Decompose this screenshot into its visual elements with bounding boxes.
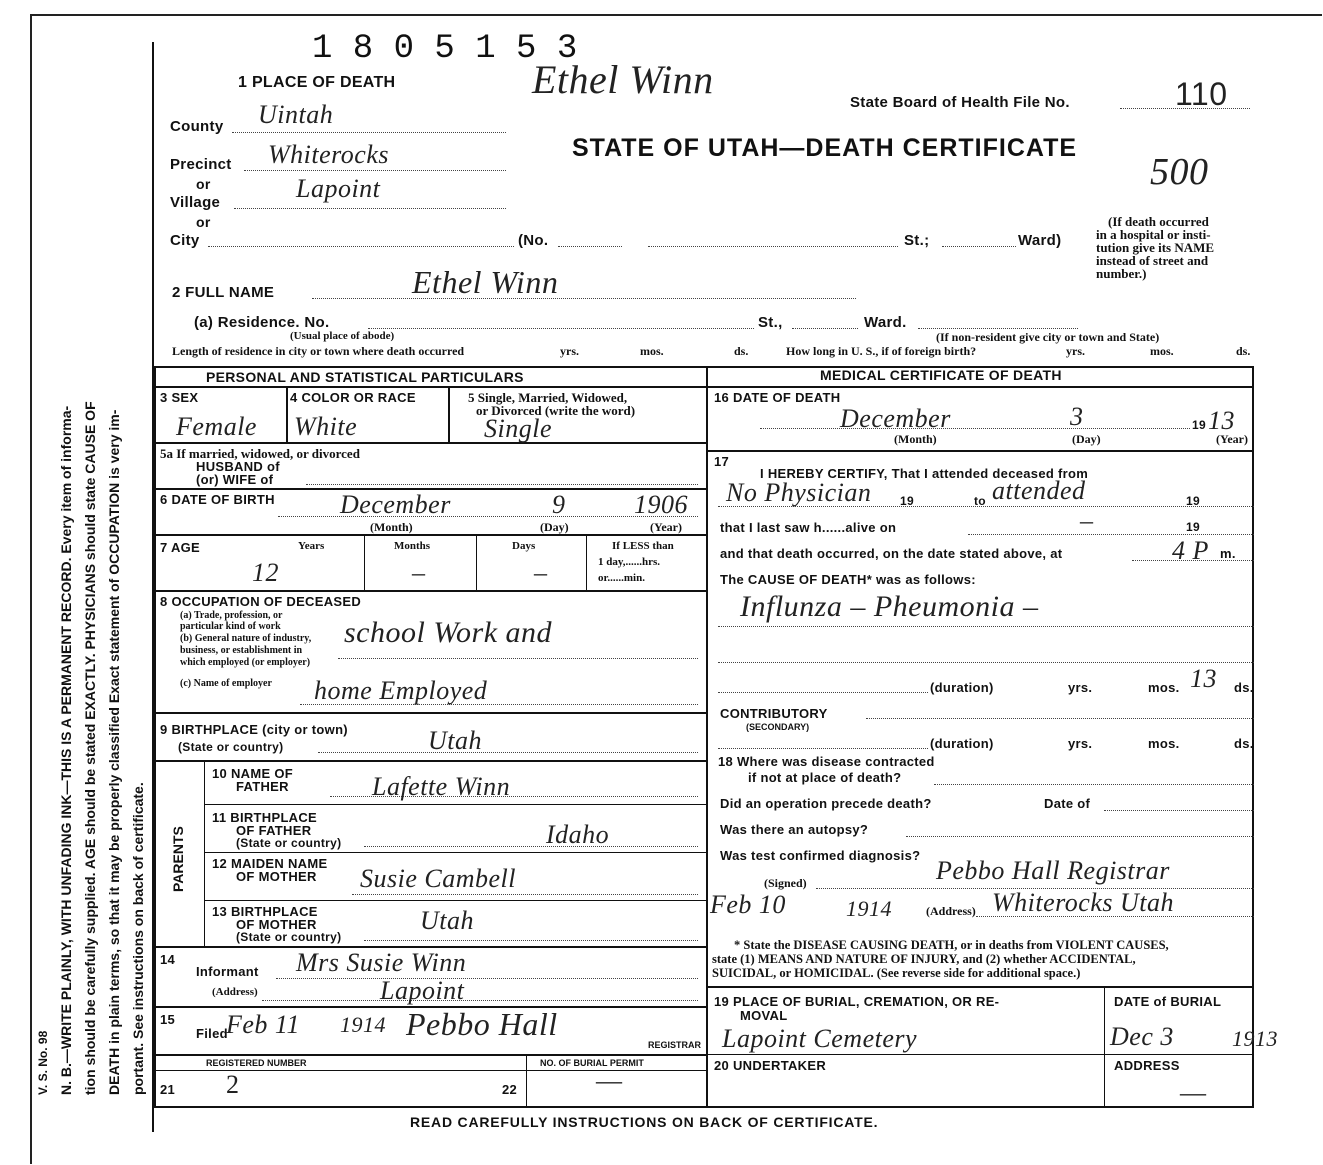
usual-place-caption: (Usual place of abode) (290, 330, 395, 342)
residence-label: (a) Residence. No. (194, 314, 330, 331)
header-name-handwritten: Ethel Winn (532, 57, 714, 102)
cause-value: Influnza – Pheumonia – (740, 590, 1039, 623)
length-residence-label: Length of residence in city or town where death occurred (172, 344, 465, 358)
nineteen-1: 19 (900, 494, 914, 508)
filed-label: Filed (196, 1026, 228, 1041)
birthplace-label: 9 BIRTHPLACE (city or town) (160, 722, 348, 737)
side-instruction-line-4: portant. See instructions on back of certificate. (130, 782, 146, 1095)
sign-date: Feb 10 (710, 890, 786, 919)
burial-permit-value: — (596, 1066, 623, 1095)
father-label-2: FATHER (236, 779, 289, 794)
burial-date-label: DATE of BURIAL (1114, 994, 1222, 1009)
duration-days-value: 13 (1190, 664, 1217, 693)
dob-year: 1906 (634, 490, 688, 519)
age-years-value: 12 (252, 558, 279, 587)
duration-yrs: yrs. (1068, 680, 1093, 695)
dob-day-caption: (Day) (540, 520, 569, 534)
dob-month: December (340, 490, 451, 519)
spouse-label-3: (or) WIFE of (196, 472, 274, 487)
filed-date: Feb 11 (226, 1010, 300, 1039)
footnote-2: state (1) MEANS AND NATURE OF INJURY, and (2) whether ACCIDENTAL, (712, 952, 1136, 966)
autopsy-label: Was there an autopsy? (720, 822, 869, 837)
registered-number-label: REGISTERED NUMBER (206, 1058, 307, 1068)
burial-year-value: 1913 (1232, 1026, 1278, 1051)
occupation-b2: business, or establishment in (180, 645, 303, 656)
color-value: White (294, 412, 358, 441)
margin-note: 500 (1150, 151, 1209, 193)
death-year-prefix: 19 (1192, 418, 1206, 432)
employer-value: home Employed (314, 676, 488, 705)
duration-ds: ds. (1234, 680, 1254, 695)
occupation-label: 8 OCCUPATION OF DECEASED (160, 594, 362, 609)
contributory-label: CONTRIBUTORY (720, 706, 828, 721)
city-no-label: (No. (518, 232, 549, 249)
dob-month-caption: (Month) (370, 520, 413, 534)
side-instruction-line-3: DEATH in plain terms, so that it may be properly classified Exact statement of OCCUPATION is very im- (106, 409, 122, 1095)
duration-label-2: (duration) (930, 736, 994, 751)
num-17: 17 (714, 454, 730, 469)
hospital-note-5: number.) (1096, 266, 1147, 281)
birthplace-value: Utah (428, 726, 482, 755)
registered-number-value: 2 (226, 1070, 240, 1099)
footnote-3: SUICIDAL, or HOMICIDAL. (See reverse side for additional space.) (712, 966, 1081, 980)
physician-address-label: (Address) (926, 904, 976, 918)
death-year: 13 (1208, 406, 1235, 435)
us-yrs: yrs. (1066, 344, 1085, 358)
informant-address-value: Lapoint (380, 976, 465, 1005)
side-instruction-line-1: N. B.—WRITE PLAINLY, WITH UNFADING INK—THIS IS A PERMANENT RECORD. Every item of informa- (58, 405, 74, 1095)
occupation-b3: which employed (or employer) (180, 657, 311, 668)
occupation-b1: (b) General nature of industry, (180, 633, 312, 644)
registrar-label: REGISTRAR (648, 1040, 702, 1050)
village-value: Lapoint (296, 174, 381, 203)
length-ds: ds. (734, 344, 749, 358)
place-of-death-heading: 1 PLACE OF DEATH (238, 74, 396, 91)
age-days-value: – (534, 558, 548, 587)
mother-birthplace-label-1: 13 BIRTHPLACE (212, 904, 318, 919)
color-label: 4 COLOR OR RACE (290, 390, 416, 405)
duration-ds-2: ds. (1234, 736, 1254, 751)
age-less-3: or......min. (598, 572, 645, 584)
test-label: Was test confirmed diagnosis? (720, 848, 921, 863)
physician-address-value: Whiterocks Utah (992, 888, 1174, 917)
nineteen-2: 19 (1186, 494, 1200, 508)
age-months-label: Months (394, 540, 431, 552)
hospital-note-2: in a hospital or insti- (1096, 227, 1211, 242)
spouse-label-1: 5a If married, widowed, or divorced (160, 446, 360, 461)
father-label-1: 10 NAME OF (212, 766, 294, 781)
age-years-label: Years (298, 540, 325, 552)
sign-year: 1914 (846, 896, 892, 921)
registrar-signature: Pebbo Hall (406, 1006, 558, 1042)
q18-line-1: 18 Where was disease contracted (718, 754, 935, 769)
footnote-1: * State the DISEASE CAUSING DEATH, or in deaths from VIOLENT CAUSES, (734, 938, 1169, 952)
last-saw-value: – (1080, 506, 1094, 535)
mother-birthplace-label-2: OF MOTHER (236, 917, 317, 932)
age-months-value: – (412, 558, 426, 587)
city-ward-label: Ward) (1018, 232, 1062, 249)
to-label: to (974, 494, 986, 508)
burial-permit-label: NO. OF BURIAL PERMIT (540, 1058, 644, 1068)
mother-label-2: OF MOTHER (236, 869, 317, 884)
death-month-caption: (Month) (894, 432, 937, 446)
filed-number: 15 (160, 1012, 176, 1027)
nineteen-3: 19 (1186, 520, 1200, 534)
death-time-m: m. (1220, 546, 1236, 561)
duration-label: (duration) (930, 680, 994, 695)
burial-label-1: 19 PLACE OF BURIAL, CREMATION, OR RE- (714, 994, 1000, 1009)
mother-value: Susie Cambell (360, 864, 516, 893)
marital-label-1: 5 Single, Married, Widowed, (468, 390, 628, 405)
attended-from-value: No Physician (726, 478, 872, 507)
city-label: City (170, 232, 200, 249)
medical-heading: MEDICAL CERTIFICATE OF DEATH (820, 367, 1062, 383)
secondary-caption: (SECONDARY) (746, 722, 810, 732)
father-birthplace-label-3: (State or country) (236, 836, 342, 850)
footer-instructions: READ CAREFULLY INSTRUCTIONS ON BACK OF CERTIFICATE. (410, 1114, 879, 1130)
filed-year: 1914 (340, 1012, 386, 1037)
death-occurred-label: and that death occurred, on the date stated above, at (720, 546, 1063, 561)
nonresident-note: (If non-resident give city or town and State) (936, 330, 1160, 344)
dob-day: 9 (552, 490, 566, 519)
burial-label-2: MOVAL (740, 1008, 788, 1023)
father-value: Lafette Winn (372, 772, 511, 801)
age-label: 7 AGE (160, 540, 201, 555)
personal-heading: PERSONAL AND STATISTICAL PARTICULARS (206, 369, 524, 385)
father-birthplace-label-1: 11 BIRTHPLACE (212, 810, 318, 825)
death-month: December (840, 404, 951, 433)
residence-ward-label: Ward. (864, 314, 907, 331)
length-mos: mos. (640, 344, 664, 358)
certify-text: I HEREBY CERTIFY, That I attended deceased from (760, 466, 1089, 481)
age-less-2: 1 day,......hrs. (598, 556, 661, 568)
death-year-caption: (Year) (1216, 432, 1248, 446)
signed-value: Pebbo Hall Registrar (936, 856, 1170, 885)
age-less-1: If LESS than (612, 540, 674, 552)
father-birthplace-value: Idaho (546, 820, 610, 849)
burial-place-value: Lapoint Cemetery (722, 1024, 918, 1053)
file-no-value: 110 (1175, 76, 1228, 112)
death-day: 3 (1070, 402, 1084, 431)
certificate-title: STATE OF UTAH—DEATH CERTIFICATE (572, 134, 1078, 162)
mother-birthplace-label-3: (State or country) (236, 930, 342, 944)
precinct-value: Whiterocks (268, 140, 389, 169)
death-time-value: 4 P (1172, 536, 1209, 565)
sex-value: Female (176, 412, 257, 441)
informant-value: Mrs Susie Winn (296, 948, 467, 977)
vs-number: V. S. No. 98 (36, 1030, 50, 1095)
occupation-a1: (a) Trade, profession, or (180, 610, 283, 621)
residence-st-label: St., (758, 314, 783, 331)
us-mos: mos. (1150, 344, 1174, 358)
us-ds: ds. (1236, 344, 1251, 358)
marital-value: Single (484, 414, 552, 443)
informant-label: Informant (196, 964, 259, 979)
or-label-1: or (196, 176, 211, 192)
parents-label: PARENTS (170, 826, 186, 892)
full-name-value: Ethel Winn (412, 264, 559, 300)
length-yrs: yrs. (560, 344, 579, 358)
last-saw-label: that I last saw h......alive on (720, 520, 897, 535)
q18-line-2: if not at place of death? (748, 770, 902, 785)
occupation-value: school Work and (344, 616, 553, 649)
how-long-us: How long in U. S., if of foreign birth? (786, 344, 977, 358)
dob-label: 6 DATE OF BIRTH (160, 492, 275, 507)
undertaker-address-value: — (1180, 1078, 1207, 1107)
age-days-label: Days (512, 540, 536, 552)
cause-label: The CAUSE OF DEATH* was as follows: (720, 572, 976, 587)
occupation-a2: particular kind of work (180, 621, 281, 632)
sex-label: 3 SEX (160, 390, 199, 405)
or-label-2: or (196, 214, 211, 230)
date-of-label: Date of (1044, 796, 1091, 811)
mother-birthplace-value: Utah (420, 906, 474, 935)
hospital-note-3: tution give its NAME (1096, 240, 1215, 255)
date-of-death-label: 16 DATE OF DEATH (714, 390, 841, 405)
dob-year-caption: (Year) (650, 520, 682, 534)
informant-number: 14 (160, 952, 176, 967)
village-label: Village (170, 194, 221, 211)
hospital-note-4: instead of street and (1096, 253, 1209, 268)
undertaker-label: 20 UNDERTAKER (714, 1058, 827, 1073)
attended-to-value: attended (992, 476, 1086, 505)
full-name-label: 2 FULL NAME (172, 284, 275, 301)
birthplace-sub: (State or country) (178, 740, 284, 754)
duration-mos-2: mos. (1148, 736, 1180, 751)
father-birthplace-label-2: OF FATHER (236, 823, 312, 838)
file-no-label: State Board of Health File No. (850, 94, 1070, 111)
informant-address-label: (Address) (212, 986, 258, 998)
precinct-label: Precinct (170, 156, 232, 173)
duration-mos: mos. (1148, 680, 1180, 695)
county-value: Uintah (258, 100, 334, 129)
duration-yrs-2: yrs. (1068, 736, 1093, 751)
signed-label: (Signed) (764, 876, 807, 890)
num-22: 22 (502, 1082, 518, 1097)
city-st-label: St.; (904, 232, 930, 249)
county-label: County (170, 118, 224, 135)
num-21: 21 (160, 1082, 176, 1097)
stamp-number: 1 8 0 5 1 5 3 (312, 30, 578, 68)
spouse-label-2: HUSBAND of (196, 459, 280, 474)
mother-label-1: 12 MAIDEN NAME (212, 856, 328, 871)
hospital-note-1: (If death occurred (1108, 214, 1209, 229)
side-instruction-line-2: tion should be carefully supplied. AGE should be stated EXACTLY. PHYSICIANS should state CAUSE OF (82, 401, 98, 1095)
employer-label: (c) Name of employer (180, 678, 272, 689)
burial-date-value: Dec 3 (1110, 1022, 1174, 1051)
death-day-caption: (Day) (1072, 432, 1101, 446)
marital-label-2: or Divorced (write the word) (476, 403, 636, 418)
undertaker-address-label: ADDRESS (1114, 1058, 1180, 1073)
operation-label: Did an operation precede death? (720, 796, 932, 811)
